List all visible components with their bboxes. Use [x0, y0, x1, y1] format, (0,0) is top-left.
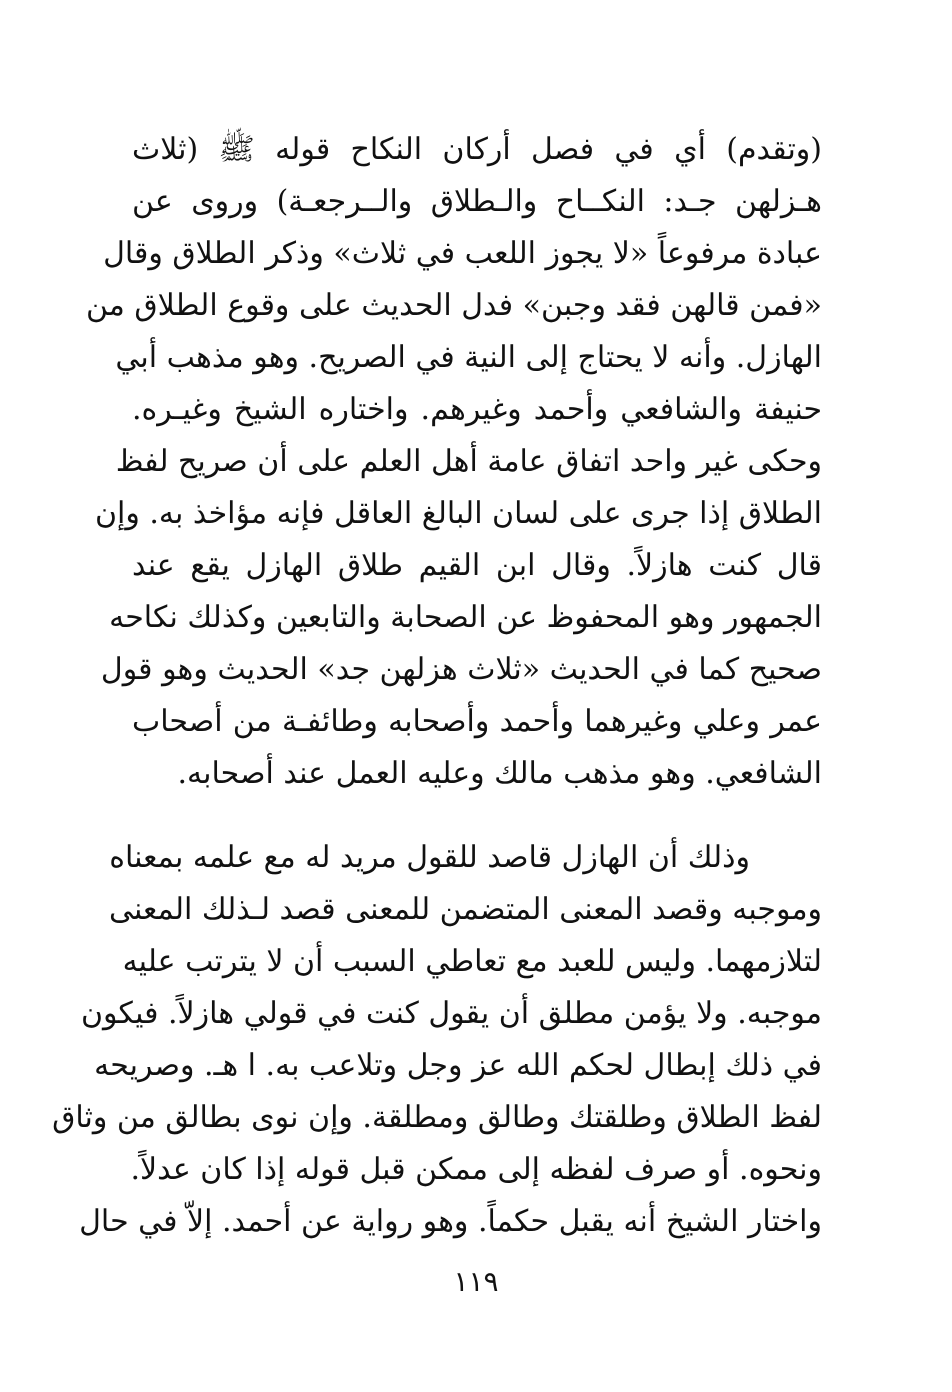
text-line: وحكى غير واحد اتفاق عامة أهل العلم على أن صريح لفظ — [115, 444, 822, 479]
text-line: هـزلهن جـد: النكــاح والـطلاق والــرجعـة) وروى عن — [132, 184, 822, 219]
text-line: وذلك أن الهازل قاصد للقول مريد له مع علمه بمعناه — [109, 840, 750, 875]
text-line: لتلازمهما. وليس للعبد مع تعاطي السبب أن لا يترتب عليه — [122, 944, 822, 979]
text-line: الهازل. وأنه لا يحتاج إلى النية في الصريح. وهو مذهب أبي — [115, 340, 822, 375]
text-line: حنيفة والشافعي وأحمد وغيرهم. واختاره الشيخ وغيـره. — [132, 392, 822, 427]
paragraph-1 — [85, 124, 822, 800]
paragraph-2 — [52, 832, 822, 1248]
text-line: «فمن قالهن فقد وجبن» فدل الحديث على وقوع الطلاق من — [85, 288, 822, 323]
text-line: قال كنت هازلاً. وقال ابن القيم طلاق الهازل يقع عند — [132, 548, 822, 583]
text-line: في ذلك إبطال لحكم الله عز وجل وتلاعب به. ا هـ. وصريحه — [94, 1048, 822, 1083]
text-line: عمر وعلي وغيرهما وأحمد وأصحابه وطائفـة من أصحاب — [132, 704, 822, 739]
text-line: (وتقدم) أي في فصل أركان النكاح قوله ﷺ (ثلاث — [132, 132, 822, 167]
text-line: الجمهور وهو المحفوظ عن الصحابة والتابعين وكذلك نكاحه — [109, 600, 822, 635]
page-number: ١١٩ — [453, 1265, 499, 1298]
text-line: موجبه. ولا يؤمن مطلق أن يقول كنت في قولي هازلاً. فيكون — [80, 996, 822, 1031]
text-line: واختار الشيخ أنه يقبل حكماً. وهو رواية عن أحمد. إلاّ في حال — [79, 1204, 822, 1239]
text-line: الشافعي. وهو مذهب مالك وعليه العمل عند أصحابه. — [177, 756, 822, 791]
text-line: ونحوه. أو صرف لفظه إلى ممكن قبل قوله إذا كان عدلاً. — [130, 1152, 822, 1187]
text-line: عبادة مرفوعاً «لا يجوز اللعب في ثلاث» وذكر الطلاق وقال — [103, 236, 822, 271]
text-line: الطلاق إذا جرى على لسان البالغ العاقل فإنه مؤاخذ به. وإن — [94, 496, 822, 531]
text-line: لفظ الطلاق وطلقتك وطالق ومطلقة. وإن نوى بطالق من وثاق — [52, 1100, 822, 1135]
text-line: وموجبه وقصد المعنى المتضمن للمعنى قصد لـذلك المعنى — [109, 892, 822, 927]
text-line: صحيح كما في الحديث «ثلاث هزلهن جد» الحديث وهو قول — [100, 652, 822, 687]
